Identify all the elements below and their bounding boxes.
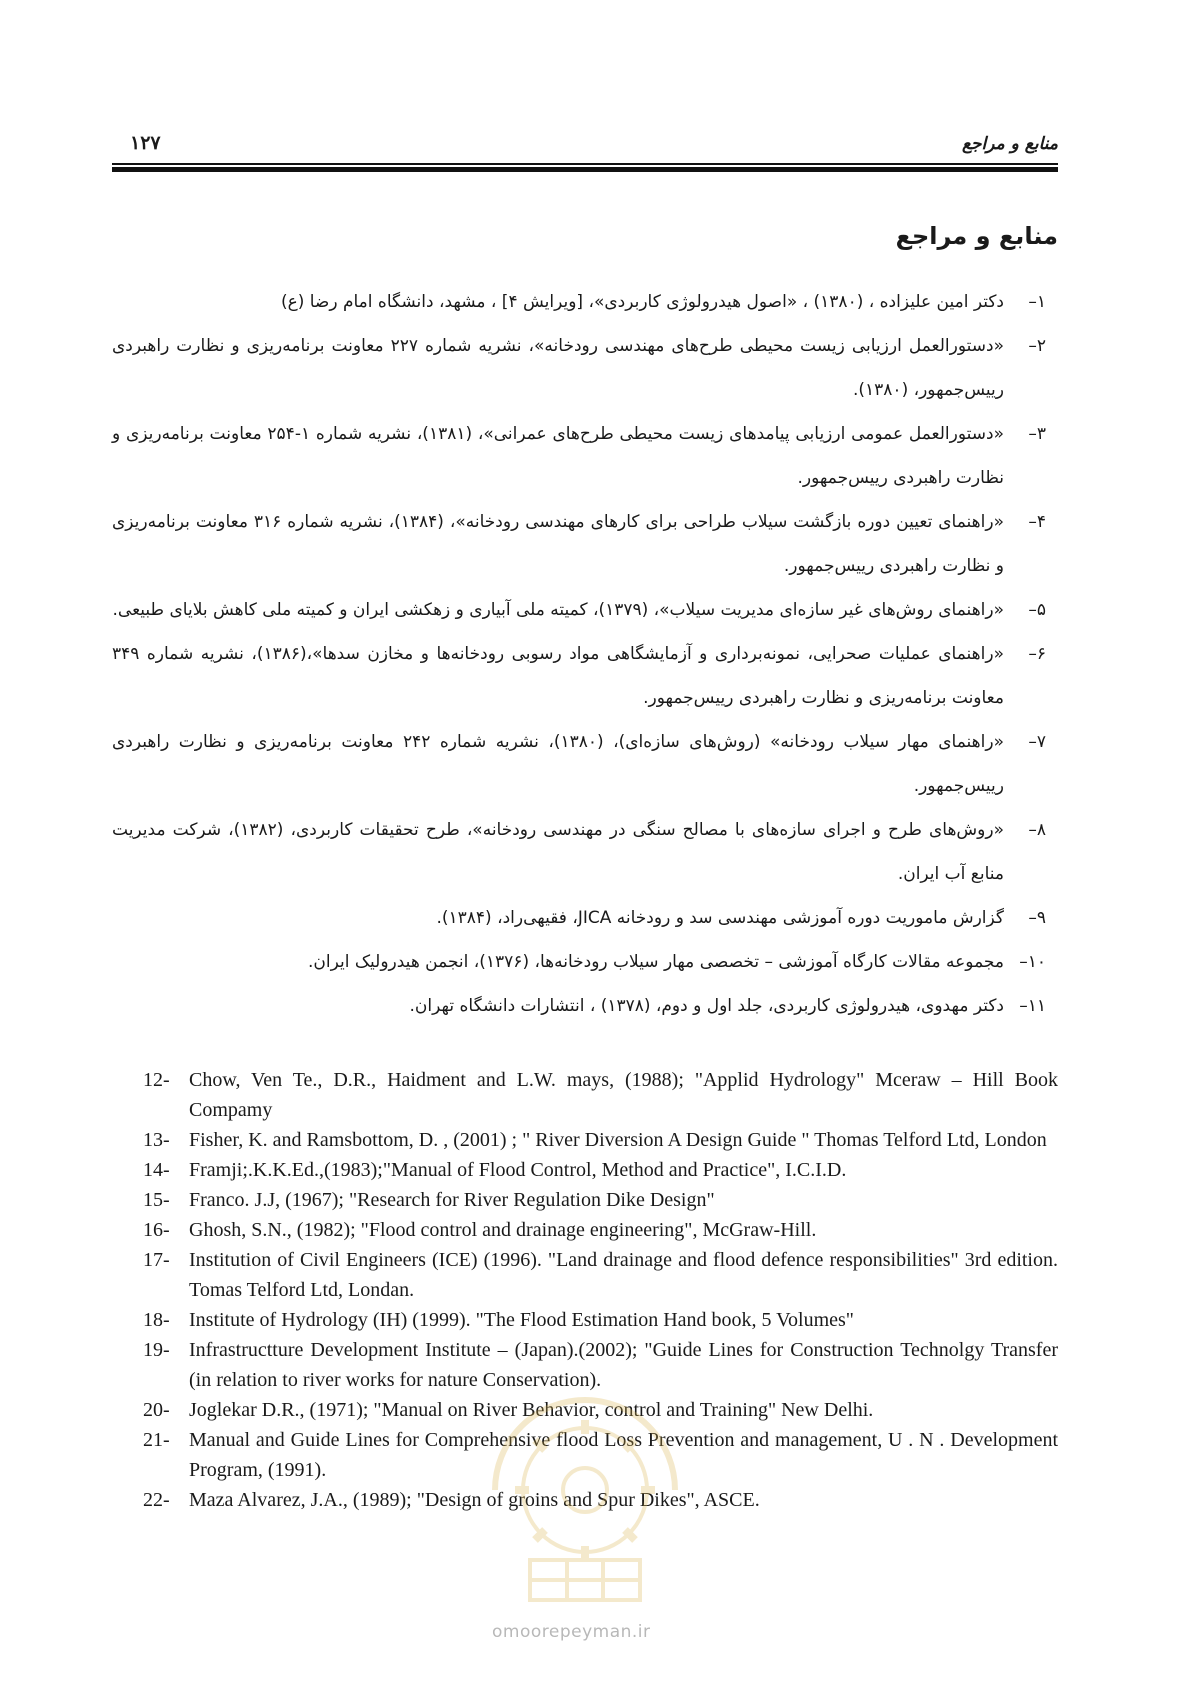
reference-number: ۷– — [1028, 732, 1046, 752]
reference-number: ۱۱– — [1019, 996, 1046, 1016]
reference-item — [112, 984, 1058, 1028]
reference-item — [112, 808, 1058, 896]
reference-item — [112, 940, 1058, 984]
page-number: ۱۲۷ — [130, 132, 161, 154]
reference-number: 21- — [143, 1429, 170, 1451]
reference-item — [112, 412, 1058, 500]
reference-number: ۴– — [1028, 512, 1046, 532]
reference-item — [112, 720, 1058, 808]
reference-text: Fisher, K. and Ramsbottom, D. , (2001) ; " River Diversion A Design Guide " Thomas Telford Ltd, London — [189, 1129, 1047, 1151]
reference-item — [143, 1125, 1058, 1155]
reference-number: 17- — [143, 1249, 170, 1271]
reference-number: ۱– — [1028, 292, 1046, 312]
reference-item — [112, 896, 1058, 940]
reference-text: دکتر امین علیزاده ، (۱۳۸۰) ، «اصول هیدرولوژی کاربردی»، [ویرایش ۴] ، مشهد، دانشگاه امام رضا (ع) — [280, 292, 1004, 312]
section-title: منابع و مراجع — [895, 222, 1058, 250]
reference-text: گزارش ماموریت دوره آموزشی مهندسی سد و رودخانه JICA، فقیهی‌راد، (۱۳۸۴). — [436, 908, 1004, 928]
reference-number: ۶– — [1028, 644, 1046, 664]
reference-text: «دستورالعمل ارزیابی زیست محیطی طرح‌های مهندسی رودخانه»، نشریه شماره ۲۲۷ معاونت برنامه‌ریزی و نظارت راهبردی رییس‌جمهور، (۱۳۸۰). — [112, 336, 1004, 400]
reference-item — [143, 1185, 1058, 1215]
reference-number: 13- — [143, 1129, 170, 1151]
reference-text: «روش‌های طرح و اجرای سازه‌های با مصالح سنگی در مهندسی رودخانه»، طرح تحقیقات کاربردی، (۱۳۸۲)، شرکت مدیریت منابع آب ایران. — [112, 820, 1005, 884]
reference-item — [112, 500, 1058, 588]
reference-item — [112, 632, 1058, 720]
reference-item — [112, 324, 1058, 412]
reference-text: «دستورالعمل عمومی ارزیابی پیامدهای زیست محیطی طرح‌های عمرانی»، (۱۳۸۱)، نشریه شماره ۱-۲۵۴ معاونت برنامه‌ریزی و نظارت راهبردی رییس‌جمهور. — [112, 424, 1004, 488]
reference-text: «راهنمای عملیات صحرایی، نمونه‌برداری و آزمایشگاهی مواد رسوبی رودخانه‌ها و مخازن سدها»،(۱۳۸۶)، نشریه شماره ۳۴۹ معاونت برنامه‌ریزی و نظارت راهبردی رییس‌جمهور. — [112, 644, 1004, 708]
reference-number: 12- — [143, 1069, 170, 1091]
reference-number: 22- — [143, 1489, 170, 1511]
reference-text: Framji;.K.K.Ed.,(1983);"Manual of Flood Control, Method and Practice", I.C.I.D. — [189, 1159, 847, 1181]
reference-item — [143, 1065, 1058, 1125]
reference-text: Infrastructture Development Institute – (Japan).(2002); "Guide Lines for Construction Technolgy Transfer (in relation to river works for nature Conservation). — [189, 1339, 1058, 1391]
reference-item — [112, 280, 1058, 324]
reference-number: 14- — [143, 1159, 170, 1181]
reference-number: 19- — [143, 1339, 170, 1361]
reference-number: 18- — [143, 1309, 170, 1331]
reference-text: مجموعه مقالات کارگاه آموزشی – تخصصی مهار سیلاب رودخانه‌ها، (۱۳۷۶)، انجمن هیدرولیک ایران. — [307, 952, 1004, 972]
reference-number: 15- — [143, 1189, 170, 1211]
running-title: منابع و مراجع — [961, 134, 1058, 154]
reference-text: دکتر مهدوی، هیدرولوژی کاربردی، جلد اول و دوم، (۱۳۷۸) ، انتشارات دانشگاه تهران. — [409, 996, 1004, 1016]
reference-text: Franco. J.J, (1967); "Research for River Regulation Dike Design" — [189, 1189, 715, 1211]
reference-text: «راهنمای تعیین دوره بازگشت سیلاب طراحی برای کارهای مهندسی رودخانه»، (۱۳۸۴)، نشریه شماره ۳۱۶ معاونت برنامه‌ریزی و نظارت راهبردی رییس‌جمهور. — [112, 512, 1004, 576]
reference-number: ۲– — [1028, 336, 1046, 356]
reference-text: Ghosh, S.N., (1982); "Flood control and drainage engineering", McGraw-Hill. — [189, 1219, 817, 1241]
header-rule-thin — [112, 163, 1058, 165]
page-header — [112, 128, 1058, 168]
reference-item — [143, 1215, 1058, 1245]
persian-reference-list — [112, 280, 1058, 1028]
reference-item — [112, 588, 1058, 632]
reference-item — [143, 1245, 1058, 1305]
watermark-text: omoorepeyman.ir — [492, 1622, 651, 1642]
gear-seal-icon — [475, 1370, 695, 1610]
reference-text: Chow, Ven Te., D.R., Haidment and L.W. mays, (1988); "Applid Hydrology" Mceraw – Hill Book Compamy — [189, 1069, 1058, 1121]
reference-text: «راهنمای روش‌های غیر سازه‌ای مدیریت سیلاب»، (۱۳۷۹)، کمیته ملی آبیاری و زهکشی ایران و کمیته ملی کاهش بلایای طبیعی. — [112, 600, 1004, 620]
reference-text: Manual and Guide Lines for Comprehensive flood Loss Prevention and management, U . N . Development Program, (1991). — [189, 1429, 1058, 1481]
reference-number: 16- — [143, 1219, 170, 1241]
reference-number: 20- — [143, 1399, 170, 1421]
header-rule-thick — [112, 167, 1058, 172]
reference-text: Institute of Hydrology (IH) (1999). "The Flood Estimation Hand book, 5 Volumes" — [189, 1309, 854, 1331]
reference-text: Joglekar D.R., (1971); "Manual on River Behavior, control and Training" New Delhi. — [189, 1399, 874, 1421]
reference-number: ۳– — [1028, 424, 1046, 444]
reference-number: ۵– — [1028, 600, 1046, 620]
reference-number: ۹– — [1028, 908, 1046, 928]
reference-item — [143, 1155, 1058, 1185]
reference-text: Institution of Civil Engineers (ICE) (1996). "Land drainage and flood defence responsibilities" 3rd edition. Tomas Telford Ltd, Londan. — [189, 1249, 1058, 1301]
reference-item — [143, 1305, 1058, 1335]
reference-text: «راهنمای مهار سیلاب رودخانه» (روش‌های سازه‌ای)، (۱۳۸۰)، نشریه شماره ۲۴۲ معاونت برنامه‌ریزی و نظارت راهبردی رییس‌جمهور. — [112, 732, 1004, 796]
reference-number: ۸– — [1028, 820, 1046, 840]
reference-text: Maza Alvarez, J.A., (1989); "Design of groins and Spur Dikes", ASCE. — [189, 1489, 760, 1511]
reference-number: ۱۰– — [1019, 952, 1046, 972]
